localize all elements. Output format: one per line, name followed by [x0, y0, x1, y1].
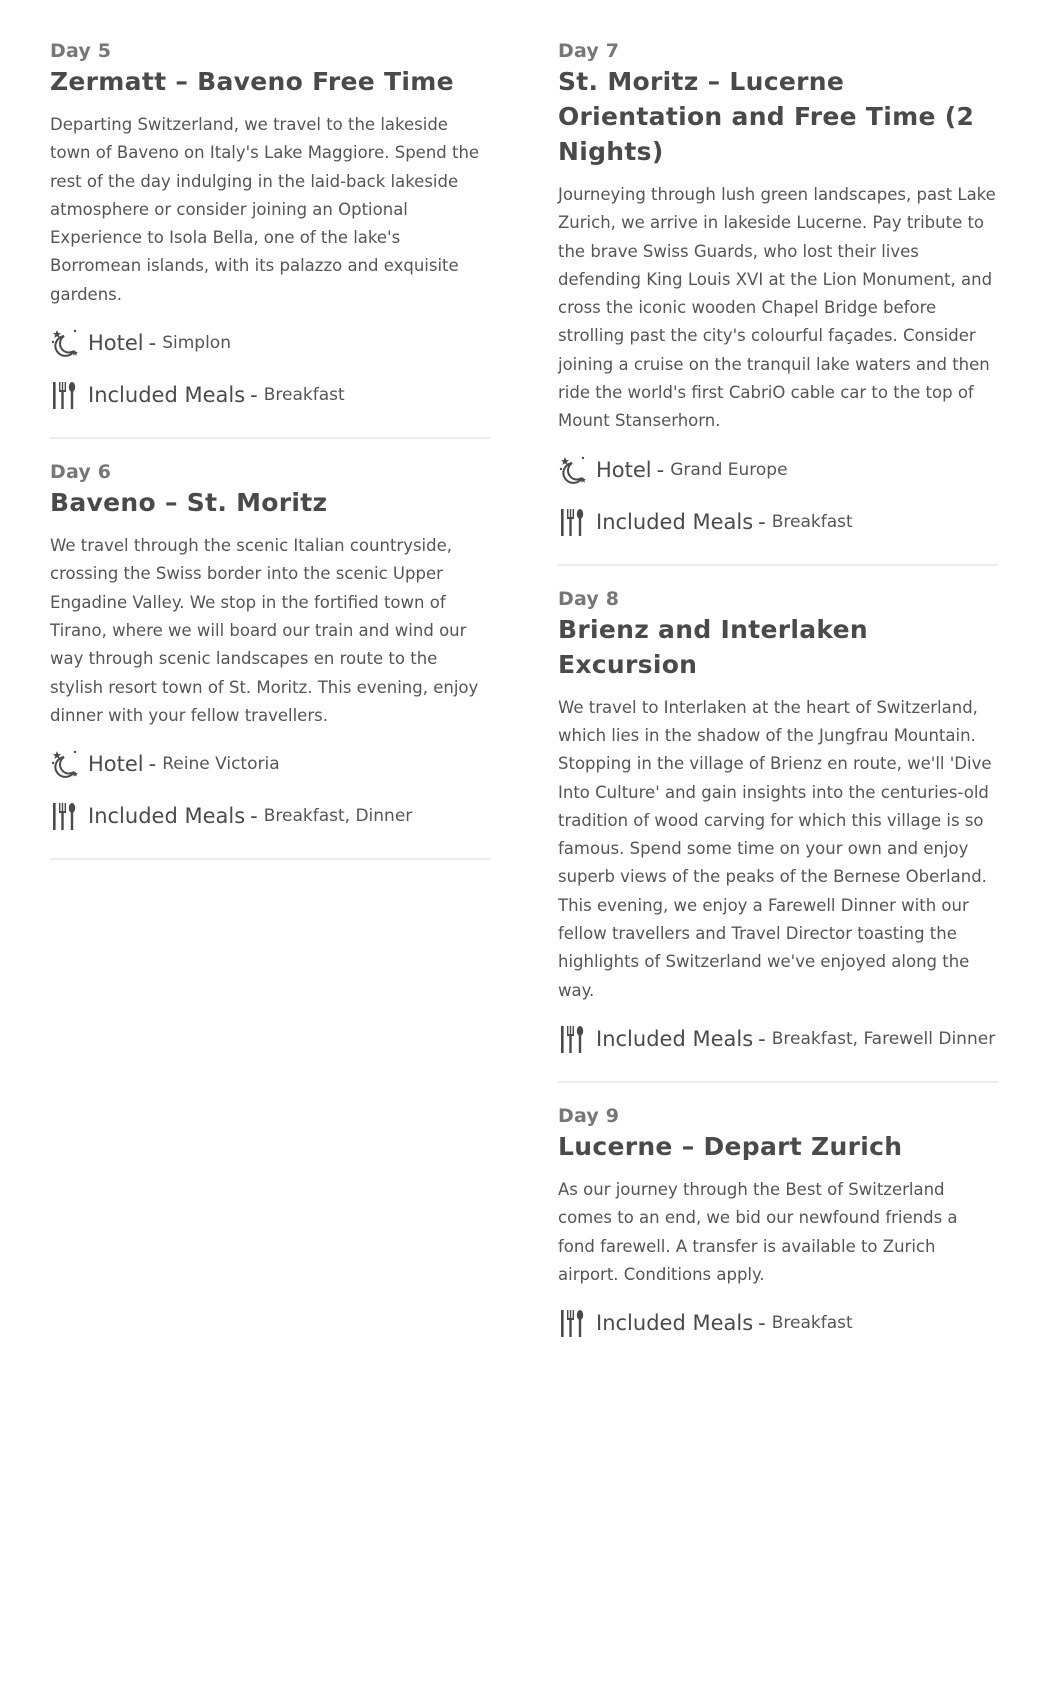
day-description: We travel through the scenic Italian countryside, crossing the Swiss border into the scenic Upper Engadine Valley. We stop in the fortified town of Tirano, where we will board our train and wind our way through scenic landscapes en route to the stylish resort town of St. Moritz. This evening, enjoy dinner with your fellow travellers. — [50, 536, 479, 725]
hotel-label: Hotel — [88, 752, 144, 777]
day-title: Brienz and Interlaken Excursion — [558, 614, 869, 679]
moon-stars-icon — [50, 327, 80, 359]
meals-value: Breakfast, Farewell Dinner — [771, 1028, 996, 1049]
day-description: Journeying through lush green landscapes, past Lake Zurich, we arrive in lakeside Lucerne. Pay tribute to the brave Swiss Guards, who lost their lives defending King Louis XVI at the Lion Monument, and cross the iconic wooden Chapel Bridge before strolling past the city's colourful façades. Consider joining a cruise on the tranquil lake waters and then ride the world's first CabriO cable car to the top of Mount Stanserhorn. — [558, 185, 996, 431]
itinerary-left-column — [50, 40, 490, 882]
day-description: We travel to Interlaken at the heart of Switzerland, which lies in the shadow of the Jungfrau Mountain. Stopping in the village of Brienz en route, we'll 'Dive Into Culture' and gain insights into the centuries-old tradition of wood carving for which this village is so famous. Spend some time on your own and enjoy superb views of the peaks of the Bernese Oberland. This evening, we enjoy a Farewell Dinner with our fellow travellers and Travel Director toasting the highlights of Switzerland we've enjoyed along the way. — [558, 697, 992, 1000]
hotel-info — [50, 323, 490, 363]
meals-label: Included Meals — [88, 804, 246, 829]
separator: - — [758, 1026, 766, 1051]
separator: - — [148, 752, 157, 777]
cutlery-icon — [50, 379, 80, 411]
hotel-name: Reine Victoria — [162, 754, 280, 775]
day-title: Baveno – St. Moritz — [50, 488, 328, 518]
meals-value: Breakfast — [771, 1313, 853, 1334]
hotel-name: Grand Europe — [670, 459, 788, 480]
day-label: Day 6 — [50, 461, 112, 484]
day-5-section — [50, 40, 490, 439]
day-title: Zermatt – Baveno Free Time — [50, 67, 454, 96]
cutlery-icon — [558, 1307, 588, 1339]
meals-label: Included Meals — [596, 1311, 754, 1336]
hotel-label: Hotel — [88, 331, 144, 356]
meals-info — [558, 1303, 998, 1343]
day-label: Day 9 — [558, 1104, 620, 1127]
moon-stars-icon — [558, 454, 588, 486]
hotel-label: Hotel — [596, 457, 652, 482]
itinerary-right-column — [558, 40, 998, 1387]
day-6-section — [50, 461, 490, 860]
separator: - — [656, 457, 665, 482]
day-8-section — [558, 588, 998, 1083]
hotel-name: Simplon — [162, 333, 231, 354]
day-title: Lucerne – Depart Zurich — [558, 1131, 903, 1161]
meals-info — [558, 502, 998, 542]
meals-label: Included Meals — [88, 383, 246, 408]
cutlery-icon — [558, 1023, 588, 1055]
separator: - — [250, 383, 258, 408]
meals-value: Breakfast, Dinner — [263, 806, 413, 827]
day-7-section — [558, 40, 998, 566]
separator: - — [148, 331, 157, 356]
meals-info — [50, 375, 490, 415]
separator: - — [758, 509, 766, 534]
meals-info — [558, 1019, 998, 1059]
meals-label: Included Meals — [596, 1026, 754, 1051]
day-label: Day 7 — [558, 40, 620, 62]
meals-value: Breakfast — [263, 385, 345, 406]
cutlery-icon — [558, 506, 588, 538]
cutlery-icon — [50, 800, 80, 832]
meals-value: Breakfast — [771, 511, 853, 532]
day-label: Day 8 — [558, 587, 620, 610]
meals-info — [50, 796, 490, 836]
day-description: As our journey through the Best of Switzerland comes to an end, we bid our newfound friends a fond farewell. A transfer is available to Zurich airport. Conditions apply. — [558, 1179, 958, 1284]
moon-stars-icon — [50, 748, 80, 780]
meals-label: Included Meals — [596, 509, 754, 534]
hotel-info — [558, 450, 998, 490]
separator: - — [250, 804, 258, 829]
day-9-section — [558, 1105, 998, 1365]
day-label: Day 5 — [50, 40, 112, 62]
day-title: St. Moritz – Lucerne Orientation and Free Time (2 Nights) — [558, 67, 975, 166]
separator: - — [758, 1311, 766, 1336]
day-description: Departing Switzerland, we travel to the lakeside town of Baveno on Italy's Lake Maggiore. Spend the rest of the day indulging in the laid-back lakeside atmosphere or consider joining an Optional Experience to Isola Bella, one of the lake's Borromean islands, with its palazzo and exquisite gardens. — [50, 115, 480, 304]
hotel-info — [50, 744, 490, 784]
